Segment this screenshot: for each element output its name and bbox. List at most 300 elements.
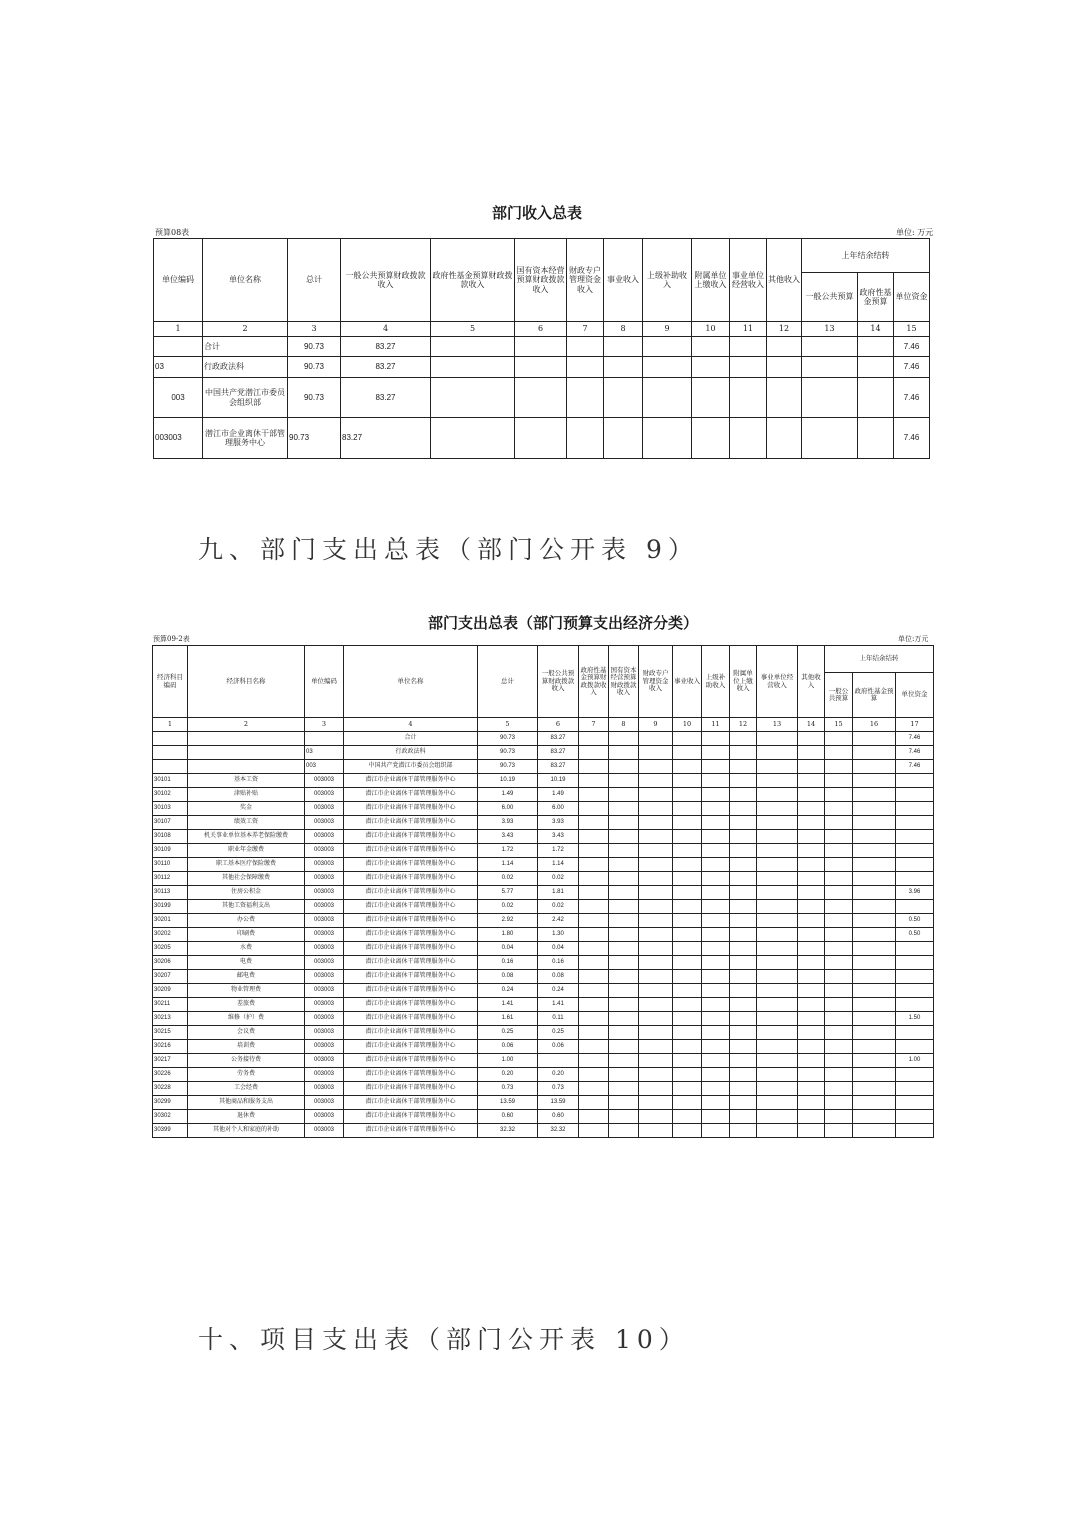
table-cell xyxy=(853,774,896,788)
column-header: 其他收入 xyxy=(767,239,802,322)
table-cell xyxy=(639,900,673,914)
table-cell: 0.73 xyxy=(478,1082,538,1096)
table-cell xyxy=(798,830,825,844)
column-number: 7 xyxy=(579,718,609,732)
table-cell xyxy=(896,816,934,830)
table-cell xyxy=(609,984,639,998)
column-header: 单位名称 xyxy=(344,646,478,718)
table-cell: 其他对个人和家庭的补助 xyxy=(188,1124,305,1138)
table-cell xyxy=(579,998,609,1012)
table-cell xyxy=(767,357,802,378)
table-cell: 中国共产党潜江市委员会组织部 xyxy=(344,760,478,774)
table-cell xyxy=(579,928,609,942)
table-cell xyxy=(853,732,896,746)
table-cell xyxy=(757,886,798,900)
table-cell xyxy=(730,886,757,900)
table-cell xyxy=(730,872,757,886)
table-cell xyxy=(702,816,730,830)
table-cell xyxy=(730,1096,757,1110)
column-number: 9 xyxy=(639,718,673,732)
table-cell xyxy=(896,1096,934,1110)
column-header: 单位资金 xyxy=(896,673,934,718)
table-cell xyxy=(639,844,673,858)
column-number: 12 xyxy=(730,718,757,732)
table-cell xyxy=(673,1040,702,1054)
column-header: 事业收入 xyxy=(673,646,702,718)
table-cell xyxy=(153,732,188,746)
table-cell: 3.43 xyxy=(538,830,579,844)
table-cell xyxy=(730,900,757,914)
table-cell xyxy=(579,956,609,970)
table-cell: 30206 xyxy=(153,956,188,970)
table-cell xyxy=(639,1068,673,1082)
table-cell: 0.04 xyxy=(538,942,579,956)
table-cell xyxy=(825,844,853,858)
table-cell xyxy=(188,760,305,774)
table-cell xyxy=(609,1054,639,1068)
section-9-heading: 九、部门支出总表（部门公开表 9） xyxy=(198,535,699,564)
table-cell: 30216 xyxy=(153,1040,188,1054)
table-cell xyxy=(579,830,609,844)
table-cell xyxy=(515,357,567,378)
table-cell xyxy=(896,970,934,984)
table-cell: 潜江市企业离休干部管理服务中心 xyxy=(344,1054,478,1068)
table-cell: 003003 xyxy=(305,1110,344,1124)
table-cell xyxy=(798,788,825,802)
table-cell: 培训费 xyxy=(188,1040,305,1054)
column-number: 4 xyxy=(344,718,478,732)
table-cell: 003003 xyxy=(305,1026,344,1040)
table-cell: 003003 xyxy=(305,858,344,872)
table-cell: 83.27 xyxy=(341,378,431,418)
column-number: 11 xyxy=(730,322,767,337)
table-cell xyxy=(692,378,730,418)
table-cell xyxy=(896,956,934,970)
table-cell: 行政政法科 xyxy=(344,746,478,760)
table-cell: 0.06 xyxy=(538,1040,579,1054)
table-cell: 7.46 xyxy=(894,418,930,459)
table-cell: 1.49 xyxy=(478,788,538,802)
table-cell: 0.06 xyxy=(478,1040,538,1054)
table-cell xyxy=(798,1110,825,1124)
table-row xyxy=(153,1026,934,1040)
table-cell xyxy=(609,1012,639,1026)
column-header: 经济科目编码 xyxy=(153,646,188,718)
table-cell xyxy=(579,900,609,914)
table-cell xyxy=(609,858,639,872)
table-cell: 会议费 xyxy=(188,1026,305,1040)
table-cell xyxy=(730,1040,757,1054)
table-cell: 30217 xyxy=(153,1054,188,1068)
table-cell: 0.16 xyxy=(538,956,579,970)
table-cell xyxy=(853,816,896,830)
table-cell xyxy=(730,746,757,760)
table-row xyxy=(153,956,934,970)
table-cell xyxy=(757,984,798,998)
table-cell: 003003 xyxy=(305,984,344,998)
table-cell xyxy=(643,337,692,357)
table-cell xyxy=(673,1012,702,1026)
table-cell xyxy=(757,998,798,1012)
table-cell xyxy=(853,956,896,970)
table-cell xyxy=(567,337,604,357)
table-cell xyxy=(188,746,305,760)
table-cell xyxy=(609,788,639,802)
table-cell xyxy=(702,830,730,844)
table-cell: 003003 xyxy=(305,844,344,858)
table-cell xyxy=(802,337,858,357)
table-cell xyxy=(609,1096,639,1110)
table-cell xyxy=(702,956,730,970)
table-cell xyxy=(639,942,673,956)
table-cell xyxy=(757,760,798,774)
table-cell xyxy=(757,802,798,816)
table-cell: 0.24 xyxy=(538,984,579,998)
table-cell: 30102 xyxy=(153,788,188,802)
table-cell xyxy=(643,418,692,459)
table-cell xyxy=(673,802,702,816)
table-cell xyxy=(825,802,853,816)
table-cell xyxy=(639,872,673,886)
table-row xyxy=(153,928,934,942)
table-cell: 13.59 xyxy=(478,1096,538,1110)
table-cell: 30112 xyxy=(153,872,188,886)
table-cell xyxy=(757,1096,798,1110)
table-cell xyxy=(673,928,702,942)
table-cell xyxy=(639,788,673,802)
table-cell: 潜江市企业离休干部管理服务中心 xyxy=(344,1012,478,1026)
table-cell: 1.80 xyxy=(478,928,538,942)
table-cell: 003003 xyxy=(305,1054,344,1068)
table-cell xyxy=(673,886,702,900)
table-cell xyxy=(853,802,896,816)
table-cell xyxy=(188,732,305,746)
table-cell xyxy=(730,830,757,844)
table-cell: 潜江市企业离休干部管理服务中心 xyxy=(344,914,478,928)
column-header: 附属单位上缴收入 xyxy=(730,646,757,718)
table-row xyxy=(153,886,934,900)
column-header: 一般公共预算 xyxy=(802,273,858,322)
column-number: 10 xyxy=(692,322,730,337)
table-cell: 0.02 xyxy=(538,900,579,914)
table-cell xyxy=(730,1082,757,1096)
table-cell xyxy=(639,802,673,816)
column-number: 6 xyxy=(515,322,567,337)
table-cell: 83.27 xyxy=(341,337,431,357)
table-cell: 潜江市企业离休干部管理服务中心 xyxy=(344,1040,478,1054)
table-cell: 公务接待费 xyxy=(188,1054,305,1068)
table-cell xyxy=(692,337,730,357)
table-cell: 30108 xyxy=(153,830,188,844)
table-cell xyxy=(639,928,673,942)
table-cell: 2.92 xyxy=(478,914,538,928)
table-cell xyxy=(579,1082,609,1096)
table-cell xyxy=(730,928,757,942)
table-cell xyxy=(853,746,896,760)
table-cell xyxy=(798,998,825,1012)
table-cell xyxy=(896,1110,934,1124)
table-cell: 7.46 xyxy=(894,357,930,378)
table-cell: 印刷费 xyxy=(188,928,305,942)
table-row xyxy=(153,1082,934,1096)
table-cell xyxy=(609,732,639,746)
table-cell xyxy=(853,788,896,802)
expenditure-summary-table xyxy=(152,645,934,1138)
table-cell xyxy=(431,357,515,378)
column-number: 15 xyxy=(894,322,930,337)
table-cell: 30113 xyxy=(153,886,188,900)
table-cell xyxy=(757,872,798,886)
column-number: 3 xyxy=(305,718,344,732)
table-cell xyxy=(609,760,639,774)
table-cell xyxy=(757,942,798,956)
table-cell xyxy=(825,970,853,984)
table-cell xyxy=(730,1026,757,1040)
column-number: 15 xyxy=(825,718,853,732)
table-cell xyxy=(702,914,730,928)
table-cell xyxy=(639,984,673,998)
table-cell xyxy=(702,1026,730,1040)
table-cell xyxy=(609,900,639,914)
table-cell: 退休费 xyxy=(188,1110,305,1124)
table-cell: 003003 xyxy=(305,1124,344,1138)
table-cell xyxy=(802,378,858,418)
table-cell xyxy=(730,998,757,1012)
table-cell xyxy=(798,1082,825,1096)
table-cell xyxy=(853,1068,896,1082)
table-cell: 83.27 xyxy=(341,418,431,459)
table-cell: 潜江市企业离休干部管理服务中心 xyxy=(344,942,478,956)
table-cell xyxy=(825,886,853,900)
table-cell xyxy=(825,1096,853,1110)
table-cell: 潜江市企业离休干部管理服务中心 xyxy=(344,956,478,970)
table-cell xyxy=(604,418,643,459)
table-cell: 003003 xyxy=(154,418,203,459)
table-cell: 1.14 xyxy=(478,858,538,872)
table-cell xyxy=(757,830,798,844)
table-cell xyxy=(896,900,934,914)
table-cell xyxy=(798,914,825,928)
table-cell xyxy=(609,970,639,984)
table-cell xyxy=(853,830,896,844)
column-number: 3 xyxy=(288,322,341,337)
table-row xyxy=(153,760,934,774)
table-cell: 水费 xyxy=(188,942,305,956)
table-row xyxy=(154,378,930,418)
table-cell: 003003 xyxy=(305,816,344,830)
table-cell xyxy=(757,816,798,830)
table-cell xyxy=(896,802,934,816)
table-cell xyxy=(802,418,858,459)
table-cell xyxy=(639,760,673,774)
table-cell xyxy=(639,886,673,900)
table-cell xyxy=(896,1040,934,1054)
table-row xyxy=(153,1124,934,1138)
table-cell xyxy=(825,872,853,886)
table-cell: 3.96 xyxy=(896,886,934,900)
table-cell: 30228 xyxy=(153,1082,188,1096)
table-cell xyxy=(853,998,896,1012)
table-cell xyxy=(825,1040,853,1054)
table2-title: 部门支出总表（部门预算支出经济分类） xyxy=(428,614,699,632)
table-cell xyxy=(639,1012,673,1026)
table-cell xyxy=(431,378,515,418)
table-cell: 32.32 xyxy=(478,1124,538,1138)
column-header: 事业收入 xyxy=(604,239,643,322)
table-cell xyxy=(639,1026,673,1040)
table-cell: 0.02 xyxy=(478,900,538,914)
table-cell xyxy=(730,956,757,970)
table-cell xyxy=(730,732,757,746)
table-cell xyxy=(673,830,702,844)
income-summary-table xyxy=(153,238,930,459)
column-number: 5 xyxy=(431,322,515,337)
table-cell: 83.27 xyxy=(538,732,579,746)
table-cell xyxy=(757,732,798,746)
table-cell xyxy=(896,984,934,998)
table-cell xyxy=(154,337,203,357)
table-cell xyxy=(579,1026,609,1040)
table-cell: 1.00 xyxy=(896,1054,934,1068)
table-cell xyxy=(609,998,639,1012)
table-row xyxy=(153,746,934,760)
column-number: 16 xyxy=(853,718,896,732)
column-header: 政府性基金预算 xyxy=(853,673,896,718)
table-cell: 0.02 xyxy=(478,872,538,886)
table-cell xyxy=(730,984,757,998)
column-header: 上级补助收入 xyxy=(702,646,730,718)
table-cell xyxy=(825,788,853,802)
column-number: 2 xyxy=(203,322,288,337)
table-cell xyxy=(579,816,609,830)
table-cell: 30211 xyxy=(153,998,188,1012)
table-cell: 30226 xyxy=(153,1068,188,1082)
table-cell xyxy=(853,942,896,956)
table-cell xyxy=(579,942,609,956)
table-cell xyxy=(579,788,609,802)
column-number: 5 xyxy=(478,718,538,732)
table-cell: 1.49 xyxy=(538,788,579,802)
table-cell xyxy=(853,1026,896,1040)
table-cell xyxy=(757,970,798,984)
table-cell xyxy=(757,1124,798,1138)
table-cell xyxy=(730,1012,757,1026)
table-cell: 1.41 xyxy=(478,998,538,1012)
table-cell xyxy=(853,1110,896,1124)
table-cell xyxy=(702,1012,730,1026)
table-cell: 30399 xyxy=(153,1124,188,1138)
table-cell: 津贴补贴 xyxy=(188,788,305,802)
column-number: 9 xyxy=(643,322,692,337)
table-cell xyxy=(767,418,802,459)
table-cell: 潜江市企业离休干部管理服务中心 xyxy=(344,998,478,1012)
table-cell: 90.73 xyxy=(288,418,341,459)
table-cell xyxy=(757,844,798,858)
table-cell xyxy=(609,886,639,900)
table-cell: 1.14 xyxy=(538,858,579,872)
table-cell xyxy=(757,956,798,970)
table-cell: 1.00 xyxy=(478,1054,538,1068)
table-cell xyxy=(825,1082,853,1096)
table-cell xyxy=(757,746,798,760)
column-header: 国有资本经营预算财政拨款收入 xyxy=(515,239,567,322)
table-cell xyxy=(702,858,730,872)
table-cell xyxy=(853,900,896,914)
table-cell xyxy=(702,900,730,914)
table-cell xyxy=(702,732,730,746)
table-row xyxy=(153,844,934,858)
table2-code: 预算09-2表 xyxy=(153,635,190,643)
table-cell xyxy=(853,1012,896,1026)
table-cell xyxy=(639,914,673,928)
table-cell xyxy=(825,746,853,760)
table-cell xyxy=(858,357,894,378)
table-cell xyxy=(639,830,673,844)
table-row xyxy=(153,816,934,830)
table-cell: 职业年金缴费 xyxy=(188,844,305,858)
table-cell xyxy=(757,900,798,914)
table-cell xyxy=(757,1082,798,1096)
table-cell xyxy=(853,1054,896,1068)
table-cell: 1.61 xyxy=(478,1012,538,1026)
table-cell xyxy=(798,956,825,970)
table-cell: 003003 xyxy=(305,1068,344,1082)
table-cell xyxy=(579,914,609,928)
table-cell: 10.19 xyxy=(478,774,538,788)
table-cell xyxy=(853,760,896,774)
table-row xyxy=(153,970,934,984)
table-cell: 电费 xyxy=(188,956,305,970)
column-header: 总计 xyxy=(288,239,341,322)
table-cell: 03 xyxy=(154,357,203,378)
table-cell xyxy=(825,1026,853,1040)
column-header: 财政专户管理资金收入 xyxy=(567,239,604,322)
table-cell xyxy=(567,418,604,459)
table-cell: 1.30 xyxy=(538,928,579,942)
table-cell xyxy=(730,337,767,357)
table-cell xyxy=(702,774,730,788)
table-cell: 003003 xyxy=(305,900,344,914)
table-cell xyxy=(853,1082,896,1096)
table-cell: 30201 xyxy=(153,914,188,928)
table1-unit: 单位: 万元 xyxy=(896,228,934,237)
table-cell xyxy=(673,1096,702,1110)
table-cell xyxy=(673,984,702,998)
table-cell: 潜江市企业离休干部管理服务中心 xyxy=(344,1068,478,1082)
table-cell: 潜江市企业离休干部管理服务中心 xyxy=(344,1110,478,1124)
table-cell xyxy=(609,956,639,970)
table-cell xyxy=(673,1110,702,1124)
column-header: 单位编码 xyxy=(154,239,203,322)
table-cell xyxy=(515,378,567,418)
table-cell xyxy=(673,872,702,886)
table-cell xyxy=(639,732,673,746)
table-cell xyxy=(858,418,894,459)
table-cell: 003003 xyxy=(305,830,344,844)
table-cell xyxy=(579,844,609,858)
table-cell xyxy=(673,1068,702,1082)
table-cell xyxy=(579,774,609,788)
table-cell: 工会经费 xyxy=(188,1082,305,1096)
table-cell xyxy=(702,984,730,998)
table-cell: 003003 xyxy=(305,970,344,984)
table-cell xyxy=(798,970,825,984)
table-cell xyxy=(579,984,609,998)
table-cell: 30202 xyxy=(153,928,188,942)
table-cell xyxy=(702,760,730,774)
table-cell xyxy=(692,357,730,378)
table-cell xyxy=(896,830,934,844)
